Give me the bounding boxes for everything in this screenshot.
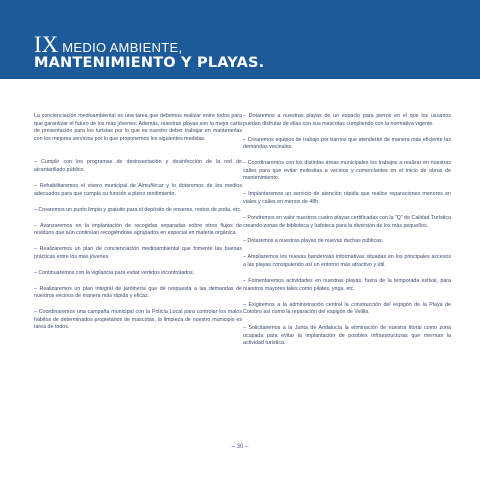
- list-item: – Ampliaremos los nuevas banderolas informativas situadas en los principales accesos a las playas consiguiendo así un entorno más atractivo y útil.: [243, 254, 451, 269]
- list-item: – Crearemos un punto limpio y gratuito para el depósito de enseres, restos de poda, etc.: [34, 206, 242, 213]
- section-number: IX: [34, 32, 59, 57]
- section-title: MANTENIMIENTO Y PLAYAS.: [34, 55, 265, 71]
- intro-paragraph: La concienciación medioambiental es una tarea que debemos realizar entre todos para que garantizar el futuro de los más jóvenes. Además, nuestras playas son la mejor carta de presentación para los turistas por lo que es nuestro deber trabajar en mantenerlas con los mejores servicios por lo que proponemos los siguientes medidas.: [34, 113, 242, 142]
- list-item: – Coordinaremos una campaña municipal con la Policía Local para controlar los malos hábitos de determinados propietarios de mascotas, la limpieza de nuestro municipio es tarea de todos.: [34, 309, 242, 331]
- list-item: – Continuaremos con la vigilancia para evitar vertidos incontrolados.: [34, 269, 195, 276]
- page-number: – 30 –: [231, 444, 249, 450]
- list-item: – Cumplir con los programas de desinsectación y desinfección de la red de alcantarillado público.: [34, 159, 242, 173]
- list-item: – Coordinaremos con los distintas áreas municipales los trabajos a realizar en nuestras calles para que evitar molestias a vecinos y comerciantes en el inicio de obras de mantenimiento.: [243, 160, 451, 182]
- section-header: [0, 0, 480, 79]
- section-subtitle: MEDIO AMBIENTE,: [62, 40, 183, 55]
- list-item: – Realizaremos un plan de concienciación medioambiental que fomente las buenas prácticas entre los más jóvenes.: [34, 246, 242, 260]
- list-item: – Fomentaremos actividades en nuestras playas, fuera de la temporada estival, para nuestros mayores tales como pilates, yoga, etc.: [243, 278, 451, 292]
- list-item: – Exigiremos a la administración central la construcción del espigón de la Playa de Cotobro así como la reparación del espigón de Velilla.: [243, 301, 451, 316]
- list-item: – Dotaremos a nuestras playas de nuevas duchas públicas.: [243, 238, 384, 245]
- left-column: [34, 113, 242, 340]
- list-item: – Solicitaremos a la Junta de Andalucía la eliminación de nuestra litoral como zona ocupada para evitar la implantación de posibles infraestructuras que merman la actividad turística.: [243, 325, 451, 347]
- right-column: [243, 113, 451, 356]
- list-item: – Implantaremos un servicio de atención rápida que realice reparaciones menores en viales y calles en menos de 48h.: [243, 191, 451, 205]
- list-item: – Rehabilitaremos el vivero municipal de Almuñécar y lo dotaremos de los medios adecuados para que cumpla su función a pleno rendimiento.: [34, 182, 242, 197]
- list-item: – Dotaremos a nuestras playas de un espacio para perros en el que los usuarios puedan disfrutar de ellas con sus mascotas cumpliendo con la normativa vigente.: [243, 113, 451, 127]
- list-item: – Pondremos en valor nuestros cuatro playas certificadas con la “Q” de Calidad Turística creando zonas de biblioteca y ludoteca para la diversión de los más pequeños.: [243, 214, 451, 229]
- list-item: – Crearemos equipos de trabajo por barrios que atenderán de manera más eficiente las demandas vecinales.: [243, 136, 451, 151]
- list-item: – Realizaremos un plan integral de jardinería que dé respuesta a las demandas de nuestros vecinos de manera más rápida y eficaz.: [34, 285, 242, 300]
- list-item: – Avanzaremos en la implantación de recogidas separadas sobre otros flujos de residuos que aún continúan recogiéndose agrupados en especial en materia orgánica.: [34, 222, 242, 237]
